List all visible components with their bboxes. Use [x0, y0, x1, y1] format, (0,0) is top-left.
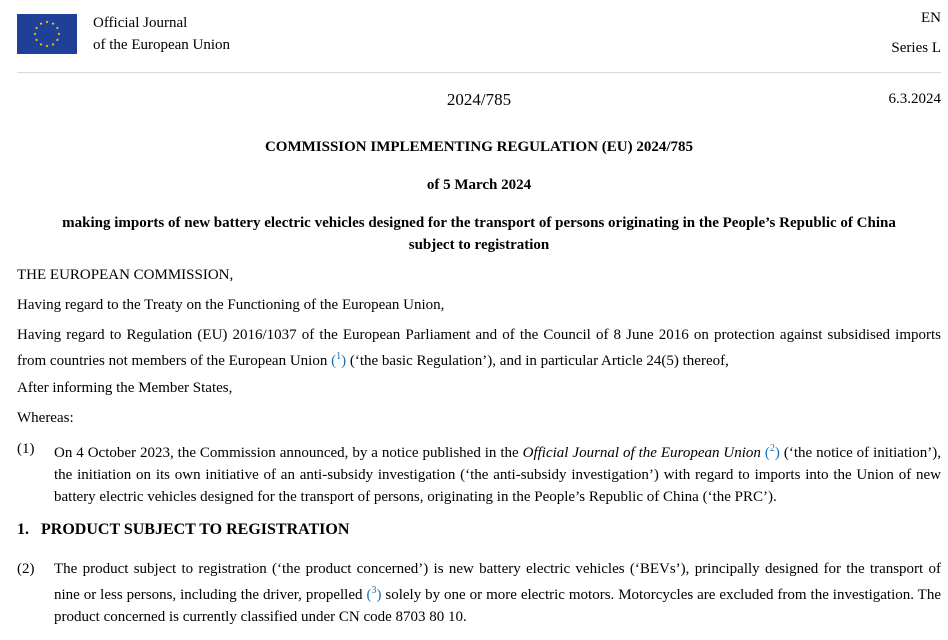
footnote-link-2[interactable]: ($^2$): [764, 443, 780, 461]
preamble-regulation-text-a: Having regard to Regulation (EU) 2016/1037 of the European Parliament and of the Council of 8 June 2016 on protection against subsidised imports from countries not members of the European Union: [17, 327, 941, 369]
regulation-date: of 5 March 2024: [426, 177, 532, 193]
section-heading-1-title: PRODUCT SUBJECT TO REGISTRATION: [41, 521, 350, 538]
recital-2-text-a: The product subject to registration (‘the product concerned’) is new battery electric vehicles (‘BEVs’), principally designed for the transport of nine or less persons, including the driver, propelled: [54, 561, 941, 603]
section-heading-1: [17, 521, 349, 539]
recital-2: [17, 558, 941, 624]
eu-flag-icon: [17, 14, 77, 54]
preamble-treaty: Having regard to the Treaty on the Functioning of the European Union,: [17, 297, 445, 313]
regulation-subject: [17, 212, 941, 256]
regulation-title: COMMISSION IMPLEMENTING REGULATION (EU) 2024/785: [264, 139, 694, 155]
journal-name: [93, 12, 230, 56]
preamble-regulation: [17, 324, 941, 372]
regulation-subject-line1: making imports of new battery electric vehicles designed for the transport of persons originating in the People’s Republic of China: [62, 215, 896, 231]
document-number: 2024/785: [446, 90, 512, 109]
series-label: Series L: [891, 40, 941, 56]
recital-1-text: [54, 438, 941, 508]
recital-2-text: [54, 558, 941, 628]
footnote-number-1: 1: [336, 351, 342, 362]
eu-flag-stars: [17, 14, 77, 54]
regulation-subject-line2: subject to registration: [408, 237, 550, 253]
recital-1: [17, 438, 941, 504]
document-date: 6.3.2024: [888, 91, 941, 107]
recital-1-journal-name: Official Journal of the European Union: [522, 445, 761, 461]
journal-header: [17, 10, 941, 72]
preamble-member-states: After informing the Member States,: [17, 380, 233, 396]
recital-1-text-a: On 4 October 2023, the Commission announced, by a notice published in the: [54, 445, 523, 461]
journal-name-line2: of the European Union: [93, 37, 231, 53]
journal-name-line1: Official Journal: [93, 15, 188, 31]
section-heading-1-number: 1.: [17, 521, 29, 538]
footnote-link-1[interactable]: ($^1$): [331, 351, 347, 369]
preamble-whereas: Whereas:: [17, 410, 74, 426]
preamble-regulation-text-b: (‘the basic Regulation’), and in particular Article 24(5) thereof,: [346, 353, 729, 369]
recital-2-text-b: solely by one or more electric motors. Motorcycles are excluded from the investigation. The product concerned is currently classified under CN code 8703 80 10.: [54, 587, 941, 625]
language-code: EN: [921, 10, 941, 26]
footnote-number-2: 2: [769, 443, 775, 454]
recital-2-number: (2): [17, 561, 35, 577]
recital-1-number: (1): [17, 441, 35, 457]
footnote-number-3: 3: [371, 585, 377, 596]
recital-1-text-b: (‘the notice of initiation’), the initiation on its own initiative of an anti-subsidy investigation (‘the anti-subsidy investigation’) with regard to imports into the Union of new battery electric vehicles designed for the transport of persons, originating in the People’s Republic of China (‘the PRC’).: [54, 445, 942, 505]
preamble-commission: THE EUROPEAN COMMISSION,: [17, 267, 234, 283]
header-divider: [17, 72, 941, 73]
footnote-link-3[interactable]: ($^3$): [366, 585, 382, 603]
